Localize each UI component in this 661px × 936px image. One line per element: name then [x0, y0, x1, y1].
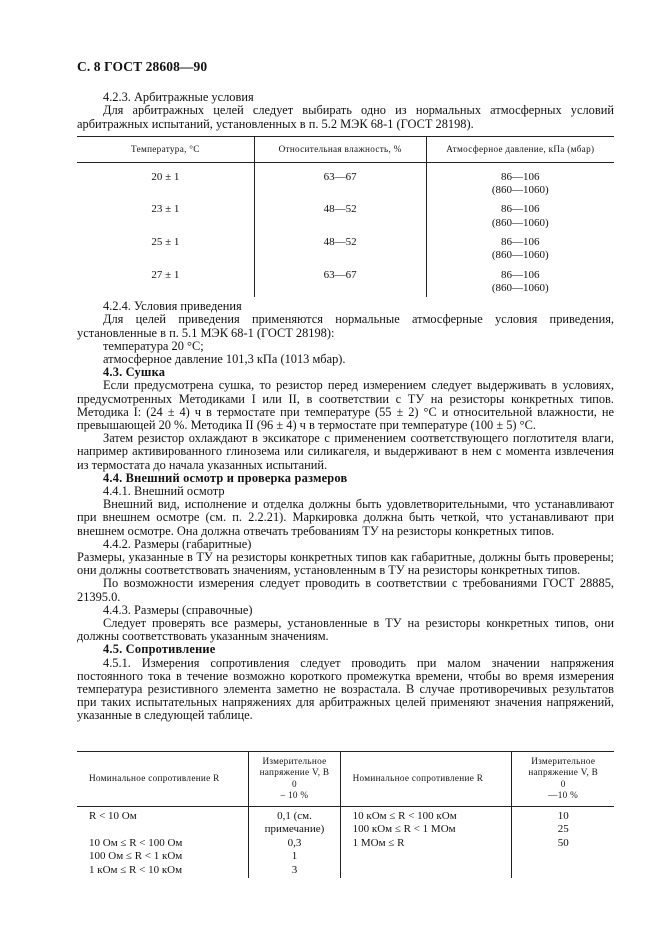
resistance-cell-right: [340, 806, 512, 877]
humidity-cell: 63—67: [254, 162, 426, 199]
arbitration-conditions-table: [77, 136, 614, 297]
table-row: [77, 232, 614, 265]
resistance-value: 100 Ом ≤ R < 1 кОм: [89, 850, 183, 863]
voltage-header-line: Измерительное: [531, 755, 596, 766]
col-temperature-header: Температура, °С: [77, 136, 254, 162]
temperature-cell: 23 ± 1: [151, 203, 180, 216]
col-resistance-header-right: Номинальное сопротивление R: [340, 751, 512, 806]
col-voltage-header-right: [512, 751, 614, 806]
resistance-value: 100 кОм ≤ R < 1 МОм: [352, 823, 456, 836]
table-row: [77, 199, 614, 232]
document-page: [77, 60, 614, 878]
resistance-cell-left: [77, 806, 249, 877]
humidity-cell: 48—52: [254, 232, 426, 265]
section-4-4-1-text: Внешний вид, исполнение и отделка должны быть удовлетворительными, что устанавливают при внешнем осмотре (см. п. 2.2.21). Маркировка должна быть четкой, что устанавливают при внешнем осмотре. Она должна отвечать требованиям ТУ на резисторы конкретных типов.: [77, 497, 614, 538]
col-resistance-header-left: Номинальное сопротивление R: [77, 751, 249, 806]
pressure-mbar: (860—1060): [491, 184, 549, 197]
temperature-cell: 25 ± 1: [151, 236, 180, 248]
voltage-value: примечание): [264, 823, 325, 836]
voltage-header-line: – 10 %: [280, 790, 309, 801]
section-4-2-4-title: 4.2.4. Условия приведения: [103, 299, 242, 314]
section-4-5-1-text: 4.5.1. Измерения сопротивления следует проводить при малом значении напряжения постоянного тока в течение возможно короткого промежутка времени, чтобы во время измерения температура резистивного элемента заметно не возрастала. В случае противоречивых результатов при таких испытательных напряжениях для арбитражных целей применяют значения напряжений, указанные в следующей таблице.: [77, 655, 614, 723]
resistance-value: 1 МОм ≤ R: [352, 836, 405, 849]
resistance-value: R < 10 Ом: [89, 809, 137, 822]
voltage-header-line: 0: [292, 778, 297, 789]
voltage-header-line: напряжение V, В: [259, 767, 330, 778]
pressure-cell: [426, 232, 614, 265]
voltage-value: 3: [291, 864, 298, 877]
pressure-mbar: (860—1060): [491, 216, 549, 229]
section-4-3-paragraph-1: Если предусмотрена сушка, то резистор перед измерением следует выдерживать в условиях, предусмотренных Методиками I или II, в соответствии с ТУ на резисторы конкретных типов. Методика I: (24 ± 4) ч в термостате при температуре (55 ± 2) °С и относительной влажности, не превышающей 20 %. Методика II (96 ± 4) ч в термостате при температуре (100 ± 5) °С.: [77, 378, 614, 433]
voltage-value: 50: [557, 836, 569, 849]
voltage-cell-left: [249, 806, 340, 877]
col-voltage-header-left: [249, 751, 340, 806]
section-4-2-4-pressure: атмосферное давление 101,3 кПа (1013 мбар).: [103, 352, 346, 366]
section-4-4-3-title: 4.4.3. Размеры (справочные): [103, 602, 253, 617]
temperature-cell: 20 ± 1: [151, 170, 180, 183]
voltage-value: 1: [291, 850, 298, 863]
pressure-kpa: 86—106: [501, 170, 540, 183]
voltage-header-line: Измерительное: [262, 755, 327, 766]
temperature-cell: 27 ± 1: [151, 268, 180, 281]
pressure-cell: [426, 199, 614, 232]
section-4-5-title: 4.5. Сопротивление: [103, 642, 216, 657]
measurement-voltage-table: [77, 751, 614, 878]
section-4-3-title: 4.3. Сушка: [103, 365, 166, 380]
col-humidity-header: Относительная влажность, %: [254, 136, 426, 162]
voltage-value: 0,1 (см.: [277, 809, 312, 822]
humidity-cell: 63—67: [254, 265, 426, 298]
page-header: С. 8 ГОСТ 28608—90: [77, 59, 208, 74]
section-4-2-4-text: Для целей приведения применяются нормальные атмосферные условия приведения, установленные в п. 5.1 МЭК 68-1 (ГОСТ 28198):: [77, 312, 614, 340]
voltage-value: 10: [557, 809, 569, 822]
pressure-kpa: 86—106: [501, 236, 540, 248]
pressure-kpa: 86—106: [501, 203, 540, 216]
section-4-2-3-title: 4.2.3. Арбитражные условия: [103, 90, 254, 105]
voltage-value: 0,3: [287, 836, 302, 849]
section-4-4-1-title: 4.4.1. Внешний осмотр: [103, 484, 225, 499]
voltage-header-line: —10 %: [548, 790, 579, 801]
voltage-value: 25: [557, 823, 569, 836]
table-row: [77, 265, 614, 298]
pressure-mbar: (860—1060): [491, 281, 549, 294]
voltage-header-line: 0: [560, 778, 566, 789]
section-4-4-2-text: Размеры, указанные в ТУ на резисторы конкретных типов как габаритные, должны быть проверены; они должны соответствовать значениям, установленным в ТУ на резисторы конкретных типов.: [77, 550, 614, 578]
humidity-cell: 48—52: [254, 199, 426, 232]
col-pressure-header: Атмосферное давление, кПа (мбар): [426, 136, 614, 162]
section-4-2-4-temperature: температура 20 °С;: [103, 338, 204, 353]
resistance-value: 10 кОм ≤ R < 100 кОм: [352, 809, 457, 822]
section-4-2-3-text: Для арбитражных целей следует выбирать одно из нормальных атмосферных условий арбитражных испытаний, установленных в п. 5.2 МЭК 68-1 (ГОСТ 28198).: [77, 103, 614, 131]
pressure-cell: [426, 162, 614, 199]
section-4-4-3-text: Следует проверять все размеры, установленные в ТУ на резисторы конкретных типов, они должны соответствовать указанным значениям.: [77, 616, 614, 644]
voltage-cell-right: [512, 806, 614, 877]
resistance-value: 10 Ом ≤ R < 100 Ом: [89, 836, 183, 849]
section-4-4-title: 4.4. Внешний осмотр и проверка размеров: [103, 470, 348, 485]
voltage-header-line: напряжение V, В: [528, 767, 599, 778]
section-4-4-2-title: 4.4.2. Размеры (габаритные): [103, 536, 252, 551]
section-4-4-2-text-2: По возможности измерения следует проводить в соответствии с требованиями ГОСТ 28885, 21395.0.: [77, 576, 614, 604]
pressure-cell: [426, 265, 614, 298]
resistance-value: 1 кОм ≤ R < 10 кОм: [89, 864, 183, 877]
pressure-mbar: (860—1060): [491, 249, 549, 262]
section-4-3-paragraph-2: Затем резистор охлаждают в эксикаторе с применением соответствующего поглотителя влаги, например активированного глинозема или силикагеля, и выдерживают в нем с момента извлечения из термостата до начала указанных испытаний.: [77, 431, 614, 472]
table-row: [77, 162, 614, 199]
pressure-kpa: 86—106: [501, 268, 540, 281]
